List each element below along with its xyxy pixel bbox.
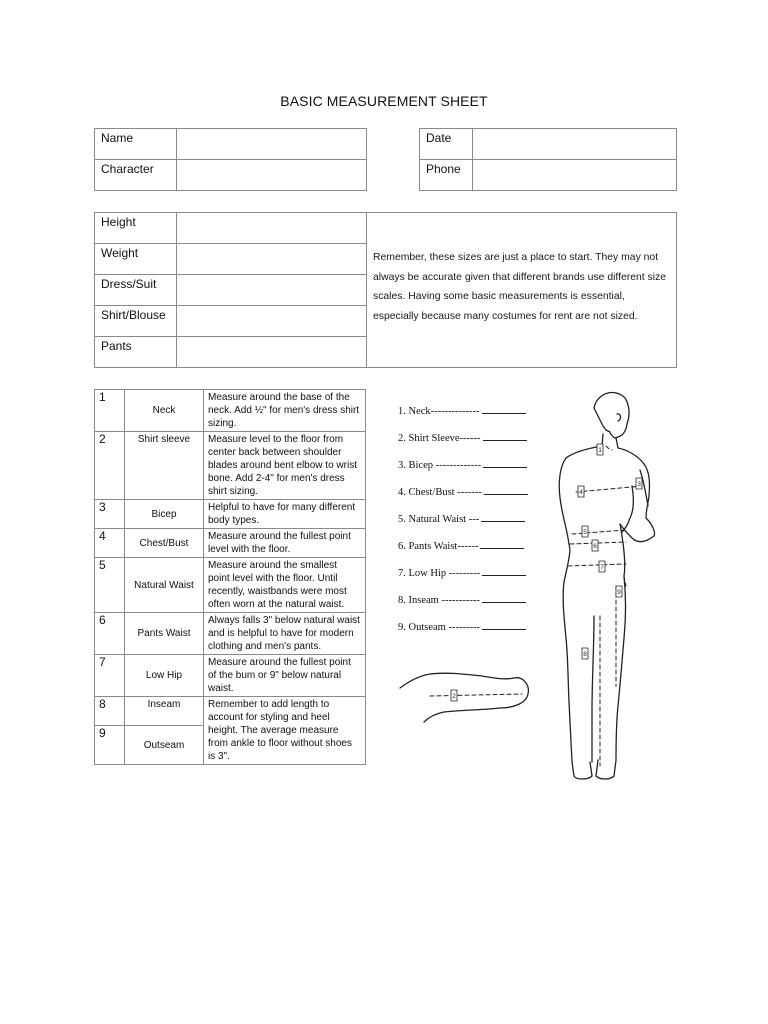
marker-4 (578, 486, 584, 497)
marker-6 (592, 540, 598, 551)
table-row (420, 129, 677, 160)
marker-8 (582, 648, 588, 659)
body-part: Bicep (125, 500, 204, 529)
table-row (95, 432, 366, 500)
svg-text:1: 1 (598, 447, 602, 454)
table-row (95, 613, 366, 655)
pants-label: Pants (95, 337, 177, 368)
phone-label: Phone (420, 160, 473, 191)
table-row (95, 129, 367, 160)
marker-3 (636, 478, 642, 489)
table-row (95, 529, 366, 558)
table-row (95, 500, 366, 529)
svg-text:6: 6 (593, 543, 597, 550)
measurement-guide-table (94, 389, 366, 765)
character-label: Character (95, 160, 177, 191)
weight-label: Weight (95, 244, 177, 275)
bent-leg-guide-line (430, 694, 522, 696)
measure-instruction: Always falls 3" below natural waist and is helpful to have for modern clothing and men's pants. (204, 613, 366, 655)
svg-text:2: 2 (452, 693, 456, 700)
body-part: Chest/Bust (125, 529, 204, 558)
figure-item-label: 2. Shirt Sleeve------ (398, 433, 481, 444)
height-field[interactable] (177, 213, 367, 244)
sizes-note: Remember, these sizes are just a place to start. They may not always be accurate given that different brands use different size scales. Having some basic measurements is essential, especially because many costumes for rent are not sized. (367, 213, 677, 368)
identity-table (94, 128, 367, 191)
pants-field[interactable] (177, 337, 367, 368)
table-row (95, 697, 366, 726)
measure-instruction: Measure around the fullest point of the bum or 9" below natural waist. (204, 655, 366, 697)
torso-outline (559, 446, 654, 582)
page-title: BASIC MEASUREMENT SHEET (280, 93, 488, 109)
body-outline-drawing (394, 386, 684, 788)
table-row (95, 390, 366, 432)
neck-outline (602, 434, 618, 448)
figure-item-label: 5. Natural Waist --- (398, 514, 480, 525)
row-number: 6 (95, 613, 125, 655)
row-number: 9 (95, 726, 125, 765)
marker-1 (597, 444, 603, 455)
row-number: 5 (95, 558, 125, 613)
arm-outline (622, 470, 648, 532)
sizes-table (94, 212, 677, 368)
svg-text:7: 7 (600, 564, 604, 571)
table-row (95, 213, 677, 244)
shirt-blouse-field[interactable] (177, 306, 367, 337)
svg-text:9: 9 (617, 589, 621, 596)
head-outline (594, 393, 629, 438)
phone-field[interactable] (473, 160, 677, 191)
date-field[interactable] (473, 129, 677, 160)
dress-suit-field[interactable] (177, 275, 367, 306)
marker-9 (616, 586, 622, 597)
measure-instruction: Measure around the fullest point level with the floor. (204, 529, 366, 558)
row-number: 4 (95, 529, 125, 558)
body-part: Low Hip (125, 655, 204, 697)
figure-item-label: 8. Inseam ----------- (398, 595, 480, 606)
body-part: Natural Waist (125, 558, 204, 613)
row-number: 7 (95, 655, 125, 697)
table-row (95, 160, 367, 191)
figure-item-label: 3. Bicep ------------- (398, 460, 482, 471)
svg-text:5: 5 (583, 529, 587, 536)
table-row (95, 558, 366, 613)
bent-leg-outline (400, 673, 528, 722)
svg-text:3: 3 (637, 481, 641, 488)
figure-item-label: 9. Outseam --------- (398, 622, 480, 633)
row-number: 3 (95, 500, 125, 529)
row-number: 2 (95, 432, 125, 500)
body-part: Outseam (125, 726, 204, 765)
table-row (95, 655, 366, 697)
name-field[interactable] (177, 129, 367, 160)
svg-text:8: 8 (583, 651, 587, 658)
marker-7 (599, 561, 605, 572)
height-label: Height (95, 213, 177, 244)
date-label: Date (420, 129, 473, 160)
row-number: 8 (95, 697, 125, 726)
character-field[interactable] (177, 160, 367, 191)
body-part: Inseam (125, 697, 204, 726)
figure-item-label: 6. Pants Waist------ (398, 541, 479, 552)
svg-text:4: 4 (579, 489, 583, 496)
body-measurement-figure (394, 386, 684, 788)
ear-outline (617, 414, 621, 421)
body-part: Pants Waist (125, 613, 204, 655)
measure-instruction: Measure around the smallest point level with the floor. Until recently, waistbands were most often worn at the natural waist. (204, 558, 366, 613)
measure-instruction: Measure around the base of the neck. Add ½" for men's dress shirt sizing. (204, 390, 366, 432)
measure-instruction: Helpful to have for many different body types. (204, 500, 366, 529)
body-part: Neck (125, 390, 204, 432)
row-number: 1 (95, 390, 125, 432)
name-label: Name (95, 129, 177, 160)
figure-item-label: 7. Low Hip --------- (398, 568, 481, 579)
shirt-blouse-label: Shirt/Blouse (95, 306, 177, 337)
marker-2 (451, 690, 457, 701)
measure-instruction: Measure level to the floor from center back between shoulder blades around bent elbow to wrist bone. Add 2-4" for men's dress shirt sizing. (204, 432, 366, 500)
marker-5 (582, 526, 588, 537)
weight-field[interactable] (177, 244, 367, 275)
figure-item-label: 1. Neck-------------- (398, 406, 480, 417)
marker-group (451, 444, 642, 701)
measure-instruction: Remember to add length to account for styling and heel height. The average measure from ankle to floor without shoes is 3". (204, 697, 366, 765)
dress-suit-label: Dress/Suit (95, 275, 177, 306)
table-row (420, 160, 677, 191)
body-part: Shirt sleeve (125, 432, 204, 500)
contact-table (419, 128, 677, 191)
figure-item-label: 4. Chest/Bust ------- (398, 487, 482, 498)
